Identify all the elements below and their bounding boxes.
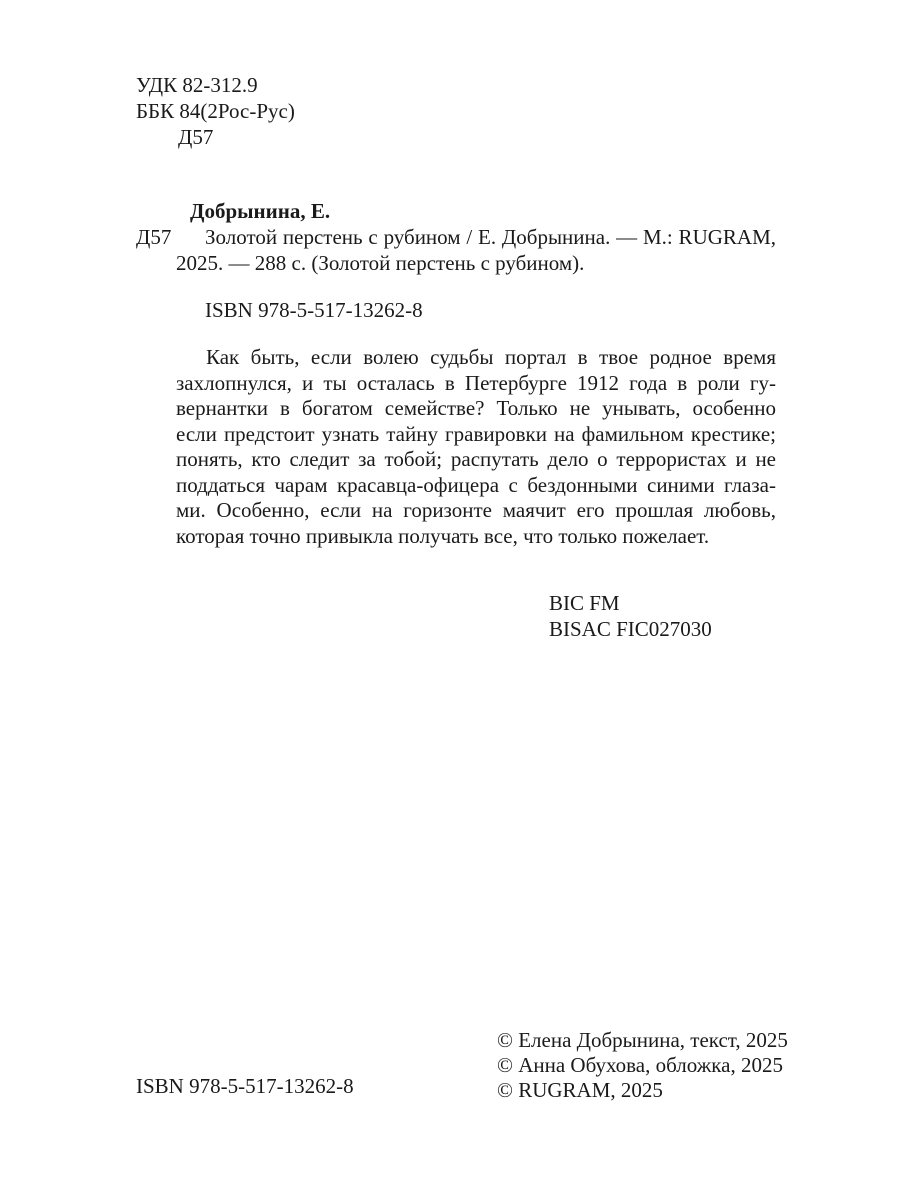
record-author-mark: Д57 (136, 225, 172, 249)
title-line-1: Золотой перстень с рубином / Е. Добрынина. — М.: RUGRAM, (205, 225, 776, 249)
record-isbn: ISBN 978-5-517-13262-8 (205, 298, 423, 322)
author-heading: Добрынина, Е. (190, 199, 331, 223)
author-mark: Д57 (178, 125, 214, 149)
annotation-line: понять, кто следит за тобой; распутать дело о террористах и не (176, 447, 776, 471)
annotation-line: которая точно привыкла получать все, что только пожелает. (176, 523, 710, 548)
bbk-code: ББК 84(2Рос-Рус) (136, 99, 295, 123)
annotation-line: если предстоит узнать тайну гравировки на фамильном крестике; (176, 421, 776, 446)
copyright-line: © Елена Добрынина, текст, 2025 (497, 1028, 788, 1052)
copyright-line: © RUGRAM, 2025 (497, 1078, 663, 1102)
udk-code: УДК 82-312.9 (136, 73, 258, 97)
annotation-line: поддаться чарам красавца-офицера с бездонными синими глаза- (176, 472, 776, 497)
annotation-line: захлопнулся, и ты осталась в Петербурге 1912 года в роли гу- (176, 370, 776, 395)
annotation-line: ми. Особенно, если на горизонте маячит его прошлая любовь, (176, 498, 776, 522)
annotation-line: вернантки в богатом семействе? Только не унывать, особенно (176, 396, 776, 420)
bisac-code: BISAC FIC027030 (549, 617, 712, 641)
title-line-2: 2025. — 288 с. (Золотой перстень с рубином). (176, 251, 585, 275)
annotation-paragraph (176, 345, 776, 549)
copyright-line: © Анна Обухова, обложка, 2025 (497, 1053, 783, 1077)
footer-isbn: ISBN 978-5-517-13262-8 (136, 1074, 354, 1098)
bic-code: BIC FM (549, 591, 620, 615)
annotation-line: Как быть, если волею судьбы портал в твое родное время (206, 345, 776, 369)
